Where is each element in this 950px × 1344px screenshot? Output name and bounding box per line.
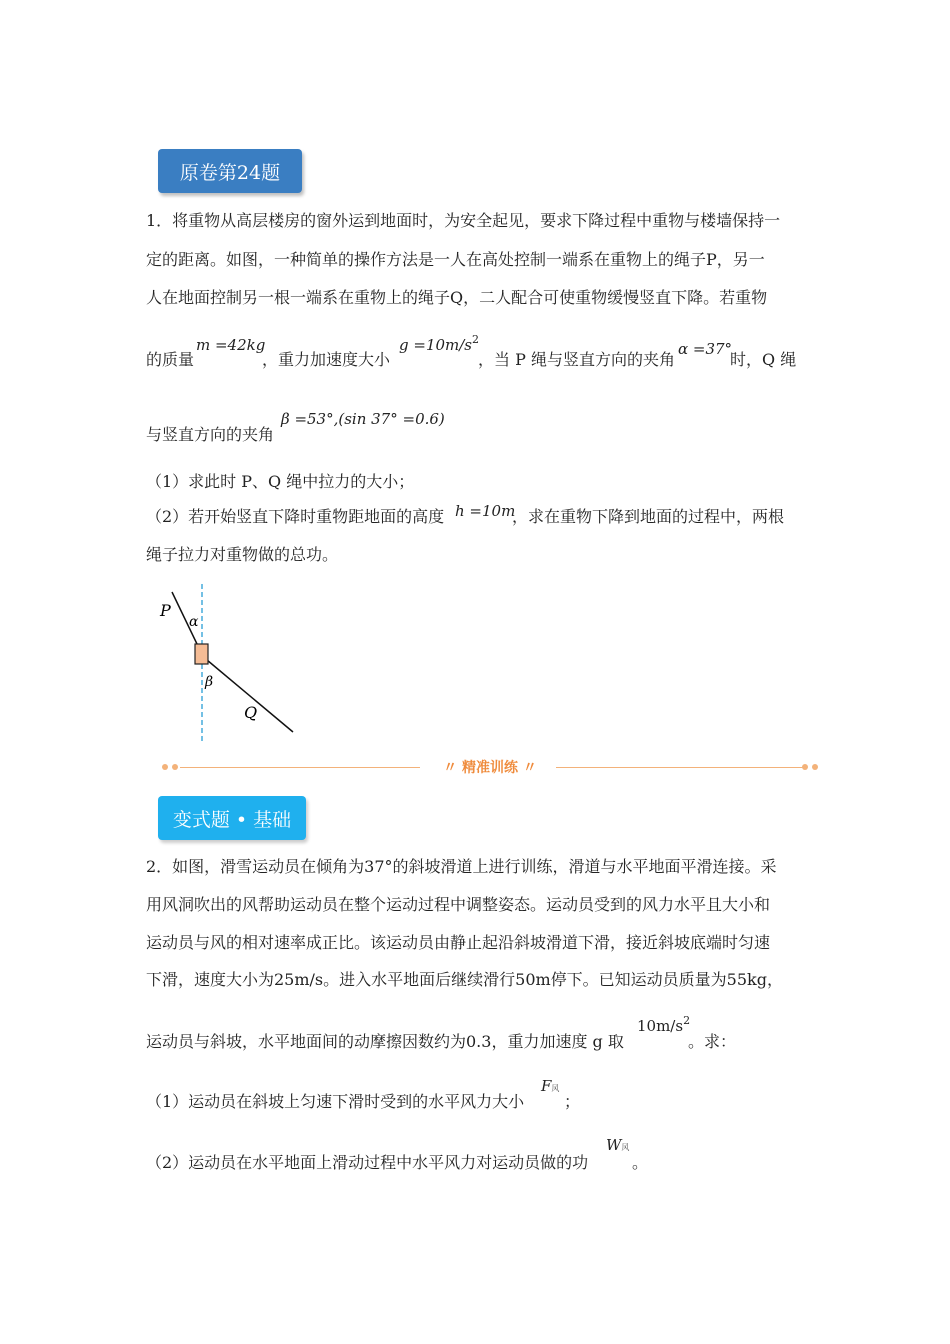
p2-question1-end: ； [564, 1092, 581, 1111]
p2-line4: 下滑，速度大小为25m/s。进入水平地面后继续滑行50m停下。已知运动员质量为55kg， [146, 970, 783, 989]
p1-question2c: 绳子拉力对重物做的总功。 [146, 545, 339, 564]
formula-mass: m =42kg [196, 336, 266, 354]
section-tag-original: 原卷第24题 [158, 149, 302, 193]
formula-g-value: $10m/s^2$ [637, 1014, 691, 1035]
label-alpha: α [189, 614, 199, 630]
p2-line1: 2．如图，滑雪运动员在倾角为37°的斜坡滑道上进行训练，滑道与水平地面平滑连接。采 [146, 857, 777, 876]
symbol-wind-force: F风 [541, 1077, 560, 1095]
p1-line1: 1．将重物从高层楼房的窗外运到地面时，为安全起见，要求下降过程中重物与楼墙保持一 [146, 211, 781, 230]
formula-gravity: $g =10m/s^2$ [399, 333, 480, 354]
divider-title: 〃 精准训练 〃 [443, 760, 537, 776]
p2-line2: 用风洞吹出的风帮助运动员在整个运动过程中调整姿态。运动员受到的风力水平且大小和 [146, 895, 771, 914]
p2-question2-end: 。 [632, 1153, 649, 1172]
section-tag-variant: 变式题 • 基础 [158, 796, 306, 840]
p2-question2: （2）运动员在水平地面上滑动过程中水平风力对运动员做的功 [146, 1153, 589, 1172]
formula-height: h =10m [455, 502, 516, 520]
label-q: Q [244, 703, 258, 722]
p1-line3: 人在地面控制另一根一端系在重物上的绳子Q，二人配合可使重物缓慢竖直下降。若重物 [146, 288, 768, 307]
p1-line4b: ，重力加速度大小 [262, 350, 391, 369]
p2-question1: （1）运动员在斜坡上匀速下滑时受到的水平风力大小 [146, 1092, 525, 1111]
p1-line2: 定的距离。如图，一种简单的操作方法是一人在高处控制一端系在重物上的绳子P，另一 [146, 250, 765, 269]
p2-line5a: 运动员与斜坡，水平地面间的动摩擦因数约为0.3，重力加速度 g 取 [146, 1032, 624, 1051]
section-divider [160, 756, 820, 780]
p1-line4d: 时，Q 绳 [730, 350, 797, 369]
symbol-wind-work: W风 [606, 1136, 630, 1154]
p1-line4a: 的质量 [146, 350, 195, 369]
p1-question2b: ，求在重物下降到地面的过程中，两根 [512, 507, 785, 526]
p1-line4c: ，当 P 绳与竖直方向的夹角 [478, 350, 675, 369]
formula-beta: β =53°,(sin 37° =0.6) [281, 410, 445, 428]
label-beta: β [205, 674, 214, 690]
p1-question2a: （2）若开始竖直下降时重物距地面的高度 [146, 507, 445, 526]
p1-question1: （1）求此时 P、Q 绳中拉力的大小； [146, 472, 415, 491]
label-p: P [160, 601, 171, 620]
formula-alpha: α =37° [678, 340, 733, 358]
p1-line5a: 与竖直方向的夹角 [146, 425, 275, 444]
weight-box [195, 644, 208, 664]
p2-line5b: 。求： [688, 1032, 737, 1051]
p2-line3: 运动员与风的相对速率成正比。该运动员由静止起沿斜坡滑道下滑，接近斜坡底端时匀速 [146, 933, 771, 952]
rope-figure [150, 580, 310, 745]
